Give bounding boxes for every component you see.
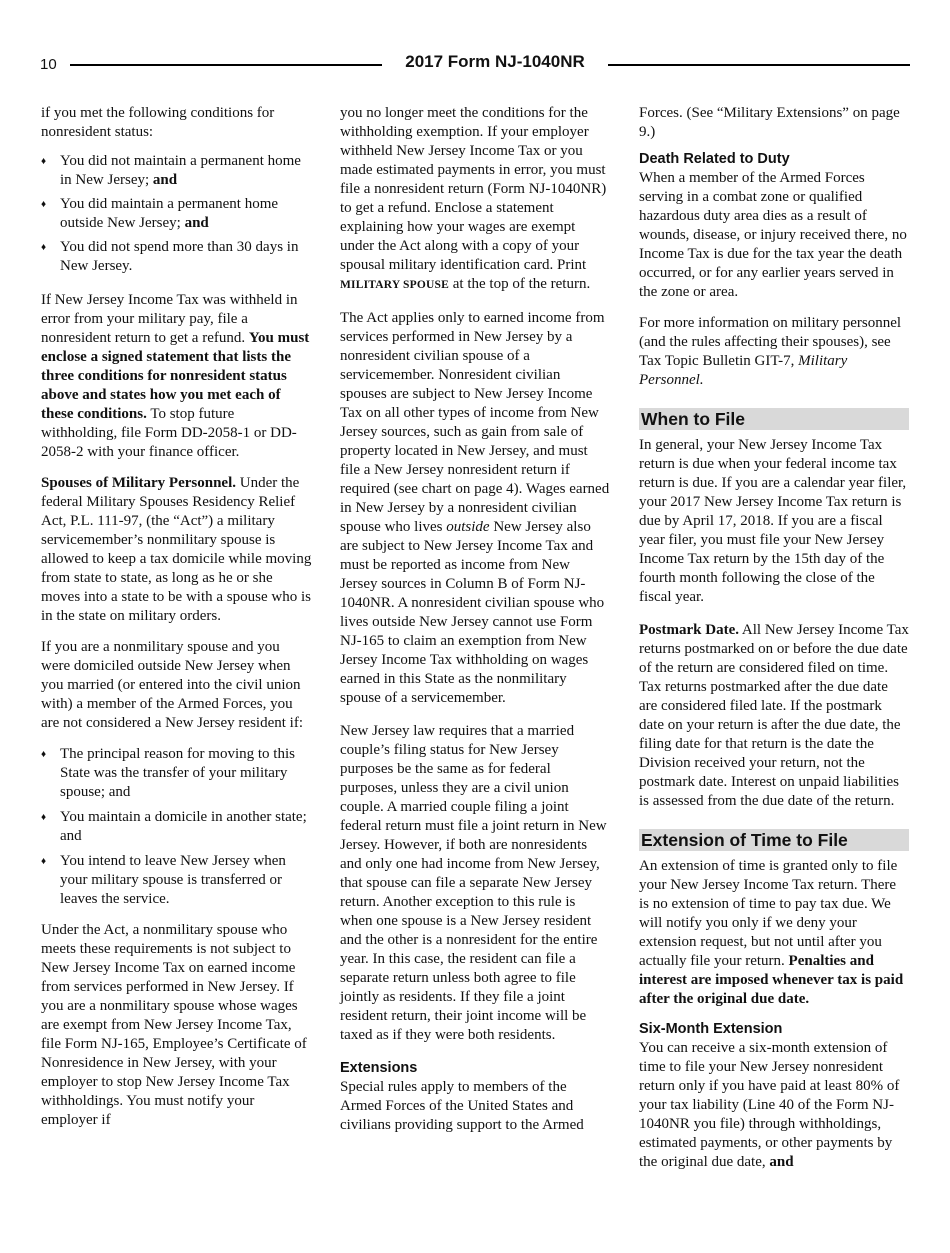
extension-of-time-heading: Extension of Time to File [639, 829, 909, 851]
paragraph: Postmark Date. All New Jersey Income Tax returns postmarked on or before the due date of the return are considered filed on time. Tax returns postmarked after the due date are considered filed late. If the postmark date on your return is after the due date, the filing date for that return is the date the Division received your return, not the postmark date. Interest on unpaid liabilities is assessed from the due date of the return. [639, 622, 909, 809]
extensions-heading: Extensions [340, 1060, 418, 1076]
paragraph: Forces. (See “Military Extensions” on page 9.) [639, 105, 900, 140]
paragraph: An extension of time is granted only to file your New Jersey Income Tax return. There is no extension of time to pay tax due. We will notify you only if we deny your extension request, but not until after you actually file your return. Penalties and interest are imposed whenever tax is paid after the original due date. [639, 858, 904, 1007]
list-item: ♦ You did not spend more than 30 days in New Jersey. [41, 239, 299, 274]
paragraph: if you met the following conditions for nonresident status: [41, 105, 275, 140]
bullet-icon: ♦ [41, 812, 47, 823]
paragraph: The Act applies only to earned income from services performed in New Jersey by a nonresident civilian spouse of a servicemember. Nonresident civilian spouses are subject to New Jersey Income Tax on all other types of income from New Jersey sources, such as gain from sale of property located in New Jersey, and must file a New Jersey nonresident return if required (see chart on page 4). Wages earned in New Jersey by a nonresident civilian spouse who lives outside New Jersey also are subject to New Jersey Income Tax and must be reported as income from New Jersey sources in Column B of Form NJ-1040NR. A nonresident civilian spouse who lives outside New Jersey cannot use Form NJ-165 to claim an exemption from New Jersey Income Tax withholding on wages earned in this State as the nonmilitary spouse of a servicemember. [340, 310, 610, 706]
paragraph: When a member of the Armed Forces serving in a combat zone or qualified hazardous duty area dies as a result of wounds, disease, or injury received there, no Income Tax is due for the tax year the death occurred, or for any earlier years served in the zone or area. [639, 170, 907, 300]
nonmilitary-spouse-conditions-list [41, 745, 312, 909]
paragraph: Under the Act, a nonmilitary spouse who meets these requirements is not subject to New Jersey Income Tax on earned income from services performed in New Jersey. If you are a nonmilitary spouse whose wages are exempt from New Jersey Income Tax, file Form NJ-165, Employee’s Certificate of Nonresidence in New Jersey, with your employer to stop New Jersey Income Tax withholdings. You must notify your employer if [41, 922, 307, 1128]
paragraph: In general, your New Jersey Income Tax return is due when your federal income tax return is due. If you are a calendar year filer, your 2017 New Jersey Income Tax return is due by April 17, 2018. If you are a fiscal year filer, you must file your New Jersey Income Tax return by the 15th day of the fourth month following the close of the fiscal year. [639, 437, 907, 605]
paragraph: If New Jersey Income Tax was withheld in error from your military pay, file a nonresident return to get a refund. You must enclose a signed statement that lists the three conditions for nonresident status above and states how you met each of these conditions. To stop future withholding, file Form DD-2058-1 or DD-2058-2 with your finance officer. [41, 292, 310, 460]
page-header [40, 52, 910, 76]
death-related-heading: Death Related to Duty [639, 151, 790, 167]
list-item: ♦ The principal reason for moving to this State was the transfer of your military spouse; and [41, 746, 295, 800]
bullet-icon: ♦ [41, 856, 47, 867]
list-item: ♦ You did maintain a permanent home outside New Jersey; and [41, 196, 279, 231]
bullet-icon: ♦ [41, 199, 47, 210]
paragraph: Spouses of Military Personnel. Under the federal Military Spouses Residency Relief Act, P.L. 111-97, (the “Act”) a military servicemember’s nonmilitary spouse is allowed to keep a tax domicile while moving from state to state, as long as he or she moves into a state to be with a spouse who is in the state on military orders. [41, 475, 312, 624]
column-2 [340, 104, 610, 1147]
column-1 [41, 104, 312, 1142]
header-rule-right [608, 64, 910, 66]
page-number: 10 [40, 56, 57, 73]
list-item: ♦ You maintain a domicile in another state; and [41, 809, 307, 844]
bullet-icon: ♦ [41, 749, 47, 760]
paragraph: you no longer meet the conditions for the withholding exemption. If your employer withheld New Jersey Income Tax or you made estimated payments in error, you must file a nonresident return (Form NJ-1040NR) to get a refund. Enclose a statement explaining how your wages are exempt under the Act along with a copy of your spousal military identification card. Print MILITARY SPOUSE at the top of the return. [340, 105, 607, 292]
bullet-icon: ♦ [41, 156, 47, 167]
column-3 [639, 104, 909, 1184]
list-item: ♦ You intend to leave New Jersey when your military spouse is transferred or leaves the service. [41, 853, 286, 907]
six-month-extension-heading: Six-Month Extension [639, 1021, 783, 1037]
paragraph: You can receive a six-month extension of time to file your New Jersey nonresident return only if you have paid at least 80% of your tax liability (Line 40 of the Form NJ-1040NR you file) through withholdings, estimated payments, or other payments by the original due date, and [639, 1040, 900, 1170]
form-title: 2017 Form NJ-1040NR [405, 52, 585, 71]
paragraph: New Jersey law requires that a married couple’s filing status for New Jersey purposes be the same as for federal purposes, unless they are a civil union couple. A married couple filing a joint federal return must file a joint return in New Jersey. However, if both are nonresidents and only one had income from New Jersey, that spouse can file a separate New Jersey return. Another exception to this rule is when one spouse is a New Jersey resident and the other is a nonresident for the entire year. In this case, the resident can file a separate return unless both agree to file jointly as residents. If they file a joint resident return, their joint income will be taxed as if they were both residents. [340, 723, 607, 1043]
header-rule-left [70, 64, 382, 66]
list-item: ♦ You did not maintain a permanent home in New Jersey; and [41, 153, 301, 188]
paragraph: If you are a nonmilitary spouse and you were domiciled outside New Jersey when you married (or entered into the civil union with) a member of the Armed Forces, you are not considered a New Jersey resident if: [41, 639, 303, 731]
paragraph: For more information on military personnel (and the rules affecting their spouses), see Tax Topic Bulletin GIT-7, Military Personnel. [639, 315, 902, 388]
paragraph: Special rules apply to members of the Armed Forces of the United States and civilians providing support to the Armed [340, 1079, 584, 1133]
when-to-file-heading: When to File [639, 408, 909, 430]
bullet-icon: ♦ [41, 242, 47, 253]
nonresident-conditions-list [41, 152, 312, 276]
